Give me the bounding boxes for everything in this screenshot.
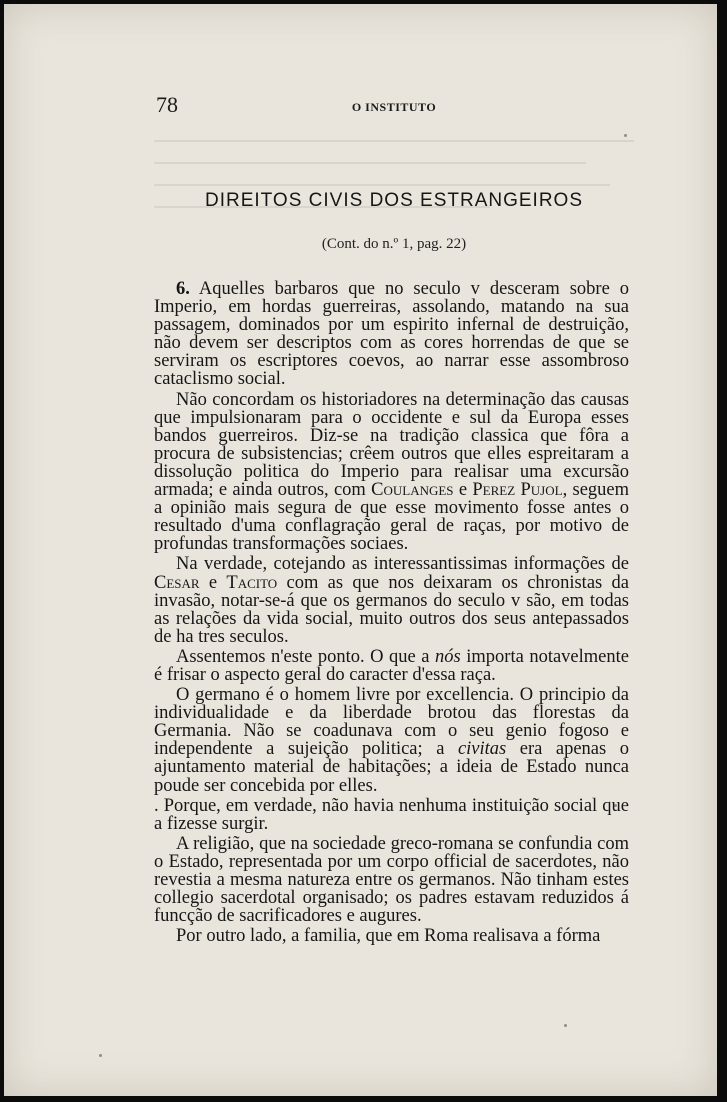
text-run: , seguem a opinião mais segura de que esse movimento fosse antes o resultado d'uma conflagração geral de raças, por motivo de profundas transformações sociaes. — [154, 480, 630, 555]
paragraph-text: Aquelles barbaros que no seculo v desceram sobre o Imperio, em hordas guerreiras, assolando, matando na sua passagem, dominados por um espirito infernal de destruição, não devem ser descriptos com as cores horrendas de que se serviram os escriptores coevos, ao narrar esse assombroso cataclismo social. — [154, 279, 630, 390]
page-header — [154, 92, 634, 118]
paragraph — [154, 648, 629, 684]
text-run: O germano é o homem livre por excellencia. O principio da individualidade e da liberdade brotou das florestas da Germania. Não se coadunava com o seu genio fogoso e independente a sujeição politica; a — [154, 685, 629, 760]
paragraph-text: Por outro lado, a familia, que em Roma realisava a fórma — [176, 926, 601, 947]
text-run: Não concordam os historiadores na determinação das causas que impulsionaram para o occidente e sul da Europa esses bandos guerreiros. Diz-se na tradição classica que fôra a procura de subsistencias; crêem outros que elles espreitaram a dissolução politica do Imperio para realisar uma excursão armada; e ainda outros, com — [154, 389, 629, 501]
emphasis: nós — [435, 646, 461, 667]
paragraph — [154, 686, 629, 795]
emphasis: civitas — [457, 739, 507, 760]
article-title: DIREITOS CIVIS DOS ESTRANGEIROS — [205, 190, 583, 211]
paragraph-text: . Porque, em verdade, não havia nenhuma instituição social que a fizesse surgir. — [154, 795, 629, 834]
author-name: Perez Pujol — [472, 480, 563, 501]
document-page — [4, 4, 717, 1096]
text-run: e — [453, 480, 473, 501]
text-run: Assentemos n'este ponto. O que a — [176, 646, 436, 667]
author-name: Cesar — [154, 572, 200, 593]
article-body — [154, 280, 629, 947]
paper-speck — [624, 134, 627, 137]
paper-speck — [564, 1024, 567, 1027]
paragraph — [154, 391, 629, 554]
running-title: O INSTITUTO — [351, 100, 437, 114]
text-run: era apenas o ajuntamento material de habitações; a ideia de Estado nunca poude ser concebida por elles. — [154, 739, 629, 796]
text-run: e — [199, 572, 227, 593]
text-run: importa notavelmente é frisar o aspecto geral do caracter d'essa raça. — [154, 646, 629, 685]
text-run: Na verdade, cotejando as interessantissimas informações de — [176, 554, 629, 575]
paragraph — [154, 797, 629, 833]
page-number: 78 — [156, 92, 178, 117]
paragraph — [154, 555, 629, 645]
paragraph-text: A religião, que na sociedade greco-romana se confundia com o Estado, representada por um corpo official de sacerdotes, não revestia a mesma natureza entre os germanos. Não tinham estes collegio sacerdotal organisado; os padres estavam reduzidos á funcção de sacrificadores e augures. — [154, 833, 629, 927]
paragraph — [154, 927, 629, 945]
paper-speck — [99, 1054, 102, 1057]
paragraph — [154, 835, 629, 925]
article-subtitle: (Cont. do n.º 1, pag. 22) — [321, 236, 467, 252]
author-name: Tacito — [226, 572, 278, 593]
author-name: Coulanges — [371, 480, 454, 501]
text-run: com as que nos deixaram os chronistas da invasão, notar-se-á que os germanos do seculo v são, em todas as relações da vida social, muito outros dos seus antepassados de ha tres seculos. — [154, 572, 629, 647]
paragraph-number: 6. — [176, 279, 190, 299]
paper-speck — [614, 804, 617, 807]
paragraph — [154, 280, 629, 389]
